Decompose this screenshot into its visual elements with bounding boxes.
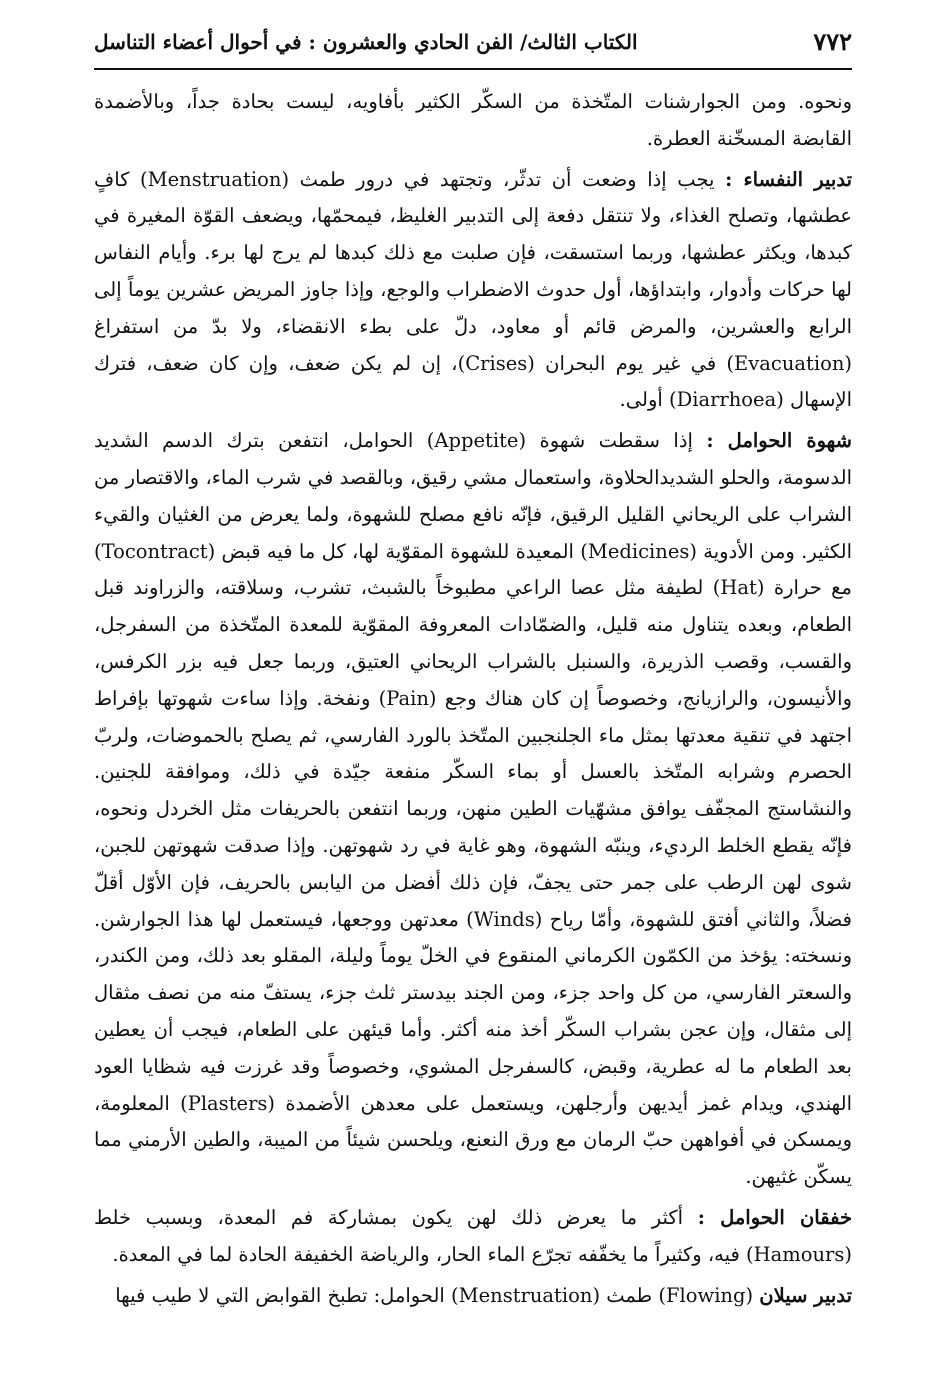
header-rule (94, 68, 852, 70)
paragraph-text: ونحوه. ومن الجوارشنات المتّخذة من السكّر الكثير بأفاويه، ليست بحادة جداً، وبالأضمدة القابضة المسخّنة العطرة. (94, 90, 852, 150)
body-text (94, 84, 852, 1314)
paragraph-continued (94, 84, 852, 158)
page-number: ٧٧٢ (813, 27, 852, 56)
paragraph-heading: خفقان الحوامل : (697, 1205, 852, 1229)
paragraph-text: (Flowing) طمث (Menstruation) الحوامل: تطبخ القوابض التي لا طيب فيها (115, 1283, 754, 1307)
running-title: الكتاب الثالث/ الفن الحادي والعشرون : في أحوال أعضاء التناسل (94, 30, 638, 54)
paragraph-text: إذا سقطت شهوة (Appetite) الحوامل، انتفعن بترك الدسم الشديد الدسومة، والحلو الشديدالحلاوة، واستعمال مشي رقيق، وبالقصد في شرب الماء، والاقتصار من الشراب على الريحاني القليل الرقيق، فإنّه نافع مصلح للشهوة، ولما يعرض من الغثيان والقيء الكثير. ومن الأدوية (Medicines) المعيدة للشهوة المقوّية لها، كل ما فيه قبض (Tocontract) مع حرارة (Hat) لطيفة مثل عصا الراعي مطبوخاً بالشبث، تشرب، وسلاقته، والزراوند قبل الطعام، وبعده يتناول منه قليل، والضمّادات المعروفة المقوّية للمعدة المتّخذة من السفرجل، والقسب، وقصب الذريرة، والسنبل بالشراب الريحاني العتيق، وربما جعل فيه بزر الكرفس، والأنيسون، والرازيانج، وخصوصاً إن كان هناك وجع (Pain) ونفخة. وإذا ساءت شهوتها بإفراط اجتهد في تنقية معدتها بمثل ماء الجلنجبين المتّخذ بالورد الفارسي، ثم يصلح بالحموضات، ولربّ الحصرم وشرابه المتّخذ بالعسل أو بماء السكّر منفعة جيّدة في ذلك، وموافقة للجنين. والنشاستج المجفّف يوافق مشهّيات الطين منهن، وربما انتفعن بالحريفات مثل الخردل ونحوه، فإنّه يقطع الخلط الرديء، وينبّه الشهوة، وهو غاية في رد شهوتهن. وإذا صدقت شهوتهن للجبن، شوى لهن الرطب على جمر حتى يجفّ، فإن ذلك أفضل من اليابس بالحريف، فإن الأوّل أقلّ فضلاً، والثاني أفتق للشهوة، وأمّا رياح (Winds) معدتهن ووجعها، فيستعمل لها هذا الجوارشن. ونسخته: يؤخذ من الكمّون الكرماني المنقوع في الخلّ يوماً وليلة، المقلو بعد ذلك، ومن الكندر، والسعتر الفارسي، من كل واحد جزء، ومن الجند بيدستر ثلث جزء، يستفّ منه من نصف مثقال إلى مثقال، وإن عجن بشراب السكّر أخذ منه أكثر. وأما قيئهن على الطعام، فيجب أن يعطين بعد الطعام ما له عطرية، وقبض، كالسفرجل المشوي، وخصوصاً وقد غرزت فيه شظايا العود الهندي، ويدام غمز أيديهن وأرجلهن، ويستعمل على معدهن الأضمدة (Plasters) المعلومة، ويمسكن في أفواههن حبّ الرمان مع ورق النعنع، ويلحسن شيئاً من الميبة، والطين الأرمني مما يسكّن غثيهن. (94, 429, 852, 1189)
paragraph-postpartum-regimen (94, 162, 852, 420)
paragraph-text: يجب إذا وضعت أن تدثّر، وتجتهد في درور طمث (Menstruation) كافٍ عطشها، وتصلح الغذاء، ولا تنتقل دفعة إلى التدبير الغليظ، فيمحمّها، ويضعف القوّة المغيرة في كبدها، ويكثر عطشها، وربما استسقت، فإن صلبت مع ذلك كبدها لم يرج لها برء. وأيام النفاس لها حركات وأدوار، وابتداؤها، أول حدوث الاضطراب والوجع، وإذا جاوز المريض عشرين يوماً إلى الرابع والعشرين، والمرض قائم أو معاود، دلّ على بطء الانقضاء، ولا بدّ من استفراغ (Evacuation) في غير يوم البحران (Crises)، إن لم يكن ضعف، وإن كان ضعف، فترك الإسهال (Diarrhoea) أولى. (94, 167, 853, 412)
paragraph-heading: تدبير النفساء : (725, 167, 853, 191)
paragraph-heading: شهوة الحوامل : (706, 429, 852, 453)
paragraph-menstrual-flow-regimen (94, 1278, 852, 1315)
paragraph-pregnancy-palpitation (94, 1200, 852, 1274)
paragraph-heading: تدبير سيلان (759, 1283, 852, 1307)
paragraph-pregnancy-appetite (94, 423, 852, 1196)
running-head (94, 20, 852, 64)
paragraph-text: أكثر ما يعرض ذلك لهن يكون بمشاركة فم المعدة، وبسبب خلط (Hamours) فيه، وكثيراً ما يخفّفه تجرّع الماء الحار، والرياضة الخفيفة الحادة لما في المعدة. (94, 1205, 852, 1266)
